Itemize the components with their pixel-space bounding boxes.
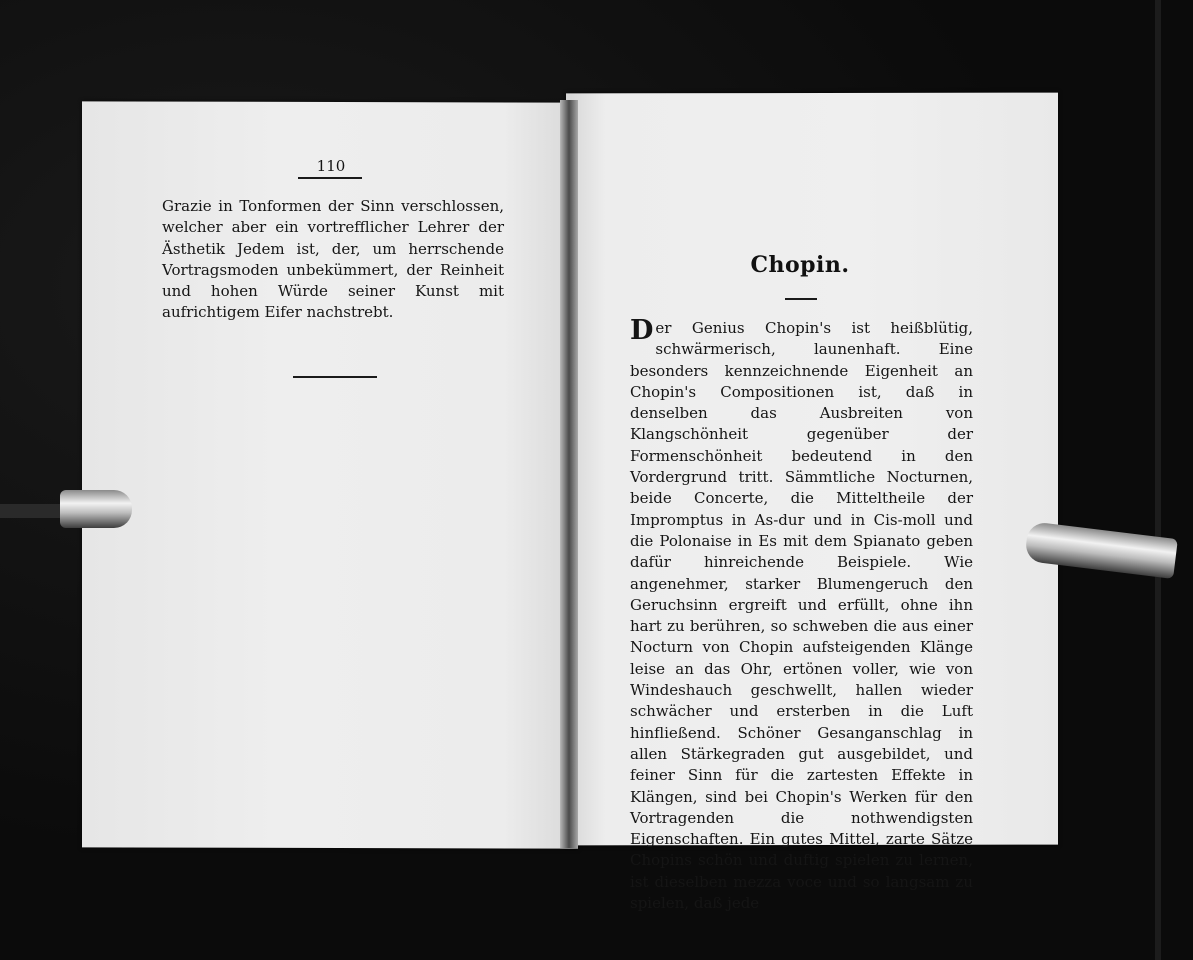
left-page-clip	[60, 490, 132, 528]
left-clip-arm	[0, 504, 62, 518]
left-page-paragraph-text: Grazie in Tonformen der Sinn verschlossen, welcher aber ein vortrefflicher Lehrer der Ästhetik Jedem ist, der, um herrschende Vortragsmoden unbekümmert, der Reinheit und hohen Würde seiner Kunst mit aufrichtigem Eifer nachstrebt.	[162, 197, 504, 322]
section-end-rule	[293, 376, 377, 378]
right-page-paragraph-text: er Genius Chopin's ist heißblütig, schwärmerisch, launenhaft. Eine besonders kennzeichnende Eigenheit an Chopin's Compositionen ist, daß in denselben das Ausbreiten von Klangschönheit gegenüber der Formenschönheit bedeutend in den Vordergrund tritt. Sämmtliche Nocturnen, beide Concerte, die Mitteltheile der Impromptus in As-dur und in Cis-moll und die Polonaise in Es mit dem Spianato geben dafür hinreichende Beispiele. Wie angenehmer, starker Blumengeruch den Geruchsinn ergreift und erfüllt, ohne ihn hart zu berühren, so schweben die aus einer Nocturn von Chopin aufsteigenden Klänge leise an das Ohr, ertönen voller, wie von Windeshauch geschwellt, hallen wieder schwächer und ersterben in die Luft hinfließend. Schöner Gesanganschlag in allen Stärkegraden gut ausgebildet, und feiner Sinn für die zartesten Effekte in Klängen, sind bei Chopin's Werken für den Vortragenden die nothwendigsten Eigenschaften. Ein gutes Mittel, zarte Sätze Chopins schön und duftig spielen zu lernen, ist dieselben mezza voce und so langsam zu spielen, daß jede	[630, 319, 973, 913]
book-gutter	[560, 100, 578, 848]
page-number-rule	[298, 177, 362, 179]
left-page-paragraph	[162, 196, 504, 324]
drop-cap: D	[630, 315, 654, 346]
page-number: 110	[316, 157, 346, 175]
chapter-title: Chopin.	[750, 252, 850, 278]
right-page-paragraph	[630, 315, 973, 914]
chapter-title-rule	[785, 298, 817, 300]
film-frame-edge	[1155, 0, 1161, 960]
